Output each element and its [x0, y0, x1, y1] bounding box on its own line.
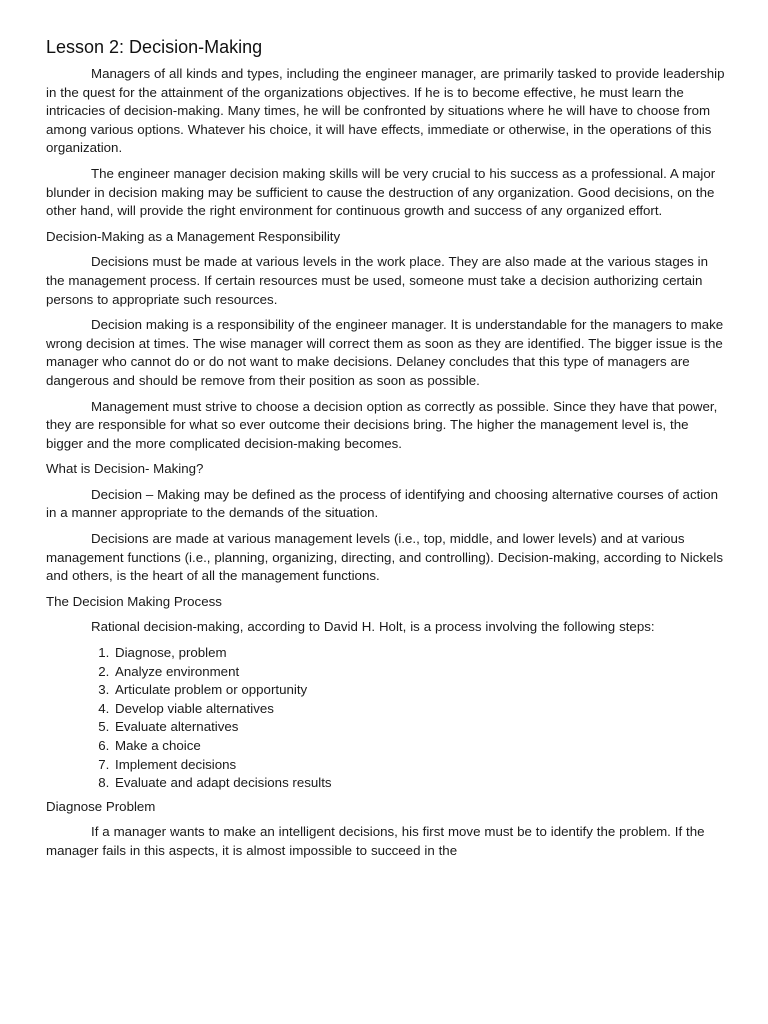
lesson-title: Lesson 2: Decision-Making — [46, 37, 263, 57]
paragraph-responsibility-2: Decision making is a responsibility of the engineer manager. It is understandable for the managers to make wrong decision at times. The wise manager will correct them as soon as they are identified. The bigger issue is the manager who cannot do or do not want to make decisions. Delaney concludes that this type of managers are dangerous and should be remove from their position as soon as possible. — [46, 317, 724, 388]
section-heading-responsibility: Decision-Making as a Management Responsibility — [46, 228, 341, 244]
list-item: 8. Evaluate and adapt decisions results — [113, 774, 726, 793]
section-heading-process: The Decision Making Process — [46, 593, 222, 609]
list-item: 5. Evaluate alternatives — [113, 718, 726, 737]
paragraph-intro-2: The engineer manager decision making skills will be very crucial to his success as a professional. A major blunder in decision making may be sufficient to cause the destruction of any organization. Good decisions, on the other hand, will provide the right environment for continuous growth and success of any organized effort. — [46, 165, 716, 219]
process-steps-list — [46, 644, 726, 793]
list-item: 6. Make a choice — [113, 737, 726, 756]
section-heading-diagnose: Diagnose Problem — [46, 798, 156, 814]
paragraph-intro-1: Managers of all kinds and types, including the engineer manager, are primarily tasked to provide leadership in the quest for the attainment of the organizations objectives. If he is to become effective, he must learn the intricacies of decision-making. Many times, he will be confronted by situations where he will have to choose from among various options. Whatever his choice, it will have effects, immediate or otherwise, in the operations of this organization. — [46, 66, 725, 156]
list-item: 7. Implement decisions — [113, 756, 726, 775]
paragraph-diagnose-1: If a manager wants to make an intelligent decisions, his first move must be to identify the problem. If the manager fails in this aspects, it is almost impossible to succeed in the — [46, 824, 705, 858]
paragraph-responsibility-3: Management must strive to choose a decision option as correctly as possible. Since they have that power, they are responsible for what so ever outcome their decisions bring. The higher the management level is, the bigger and the more complicated decision-making becomes. — [46, 398, 718, 451]
list-item: 3. Articulate problem or opportunity — [113, 681, 726, 700]
section-heading-what-is: What is Decision- Making? — [46, 461, 204, 477]
document-page — [46, 36, 726, 868]
paragraph-definition-2: Decisions are made at various management levels (i.e., top, middle, and lower levels) and at various management functions (i.e., planning, organizing, directing, and controlling). Decision-making, according to Nickels and others, is the heart of all the management functions. — [46, 531, 723, 584]
list-item: 1. Diagnose, problem — [113, 644, 726, 663]
paragraph-definition-1: Decision – Making may be defined as the process of identifying and choosing alternative courses of action in a manner appropriate to the demands of the situation. — [46, 486, 719, 521]
list-item: 4. Develop viable alternatives — [113, 700, 726, 719]
list-item: 2. Analyze environment — [113, 663, 726, 682]
paragraph-process-1: Rational decision-making, according to David H. Holt, is a process involving the following steps: — [91, 619, 655, 635]
paragraph-responsibility-1: Decisions must be made at various levels in the work place. They are also made at the various stages in the management process. If certain resources must be used, someone must take a decision authorizing certain persons to appropriate such resources. — [46, 254, 708, 307]
